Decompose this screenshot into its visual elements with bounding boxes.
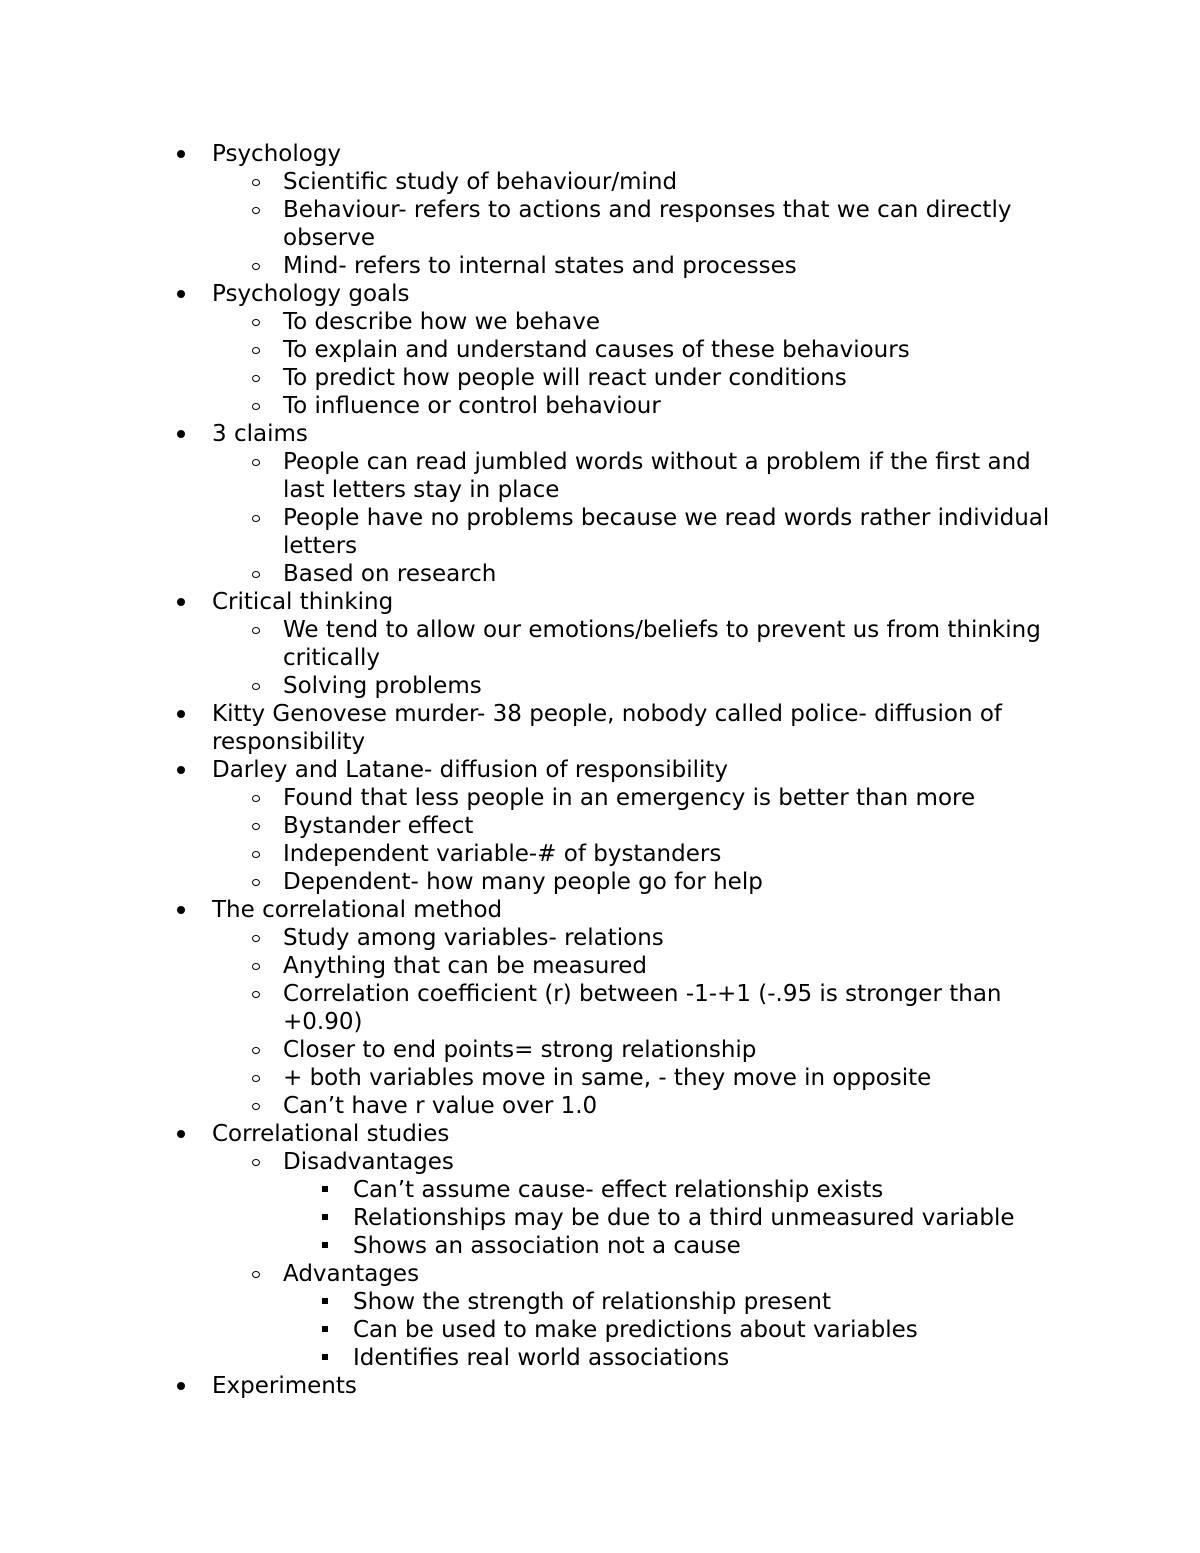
list-item-text: To predict how people will react under conditions bbox=[283, 365, 847, 391]
list-item-text: Correlation coefficient (r) between -1-+1 (-.95 is stronger than +0.90) bbox=[283, 981, 1002, 1035]
list-item bbox=[170, 1232, 1070, 1260]
list-item bbox=[170, 1036, 1070, 1064]
list-item-text: Psychology bbox=[212, 141, 342, 167]
list-item-text: + both variables move in same, - they move in opposite bbox=[283, 1065, 932, 1091]
list-item-text: Kitty Genovese murder- 38 people, nobody called police- diffusion of responsibility bbox=[212, 701, 1002, 755]
notes-list bbox=[170, 140, 1070, 1400]
list-item bbox=[170, 1092, 1070, 1120]
list-item-text: Critical thinking bbox=[212, 589, 394, 615]
list-item-text: The correlational method bbox=[212, 897, 503, 923]
list-item bbox=[170, 392, 1070, 420]
list-item-text: Disadvantages bbox=[283, 1149, 454, 1175]
list-item-text: Psychology goals bbox=[212, 281, 410, 307]
list-item bbox=[170, 616, 1070, 672]
list-item bbox=[170, 1260, 1070, 1288]
list-item-text: People can read jumbled words without a problem if the first and last letters stay in place bbox=[283, 449, 1031, 503]
list-item bbox=[170, 196, 1070, 252]
list-item-text: Closer to end points= strong relationship bbox=[283, 1037, 757, 1063]
list-item bbox=[170, 1120, 1070, 1148]
list-item-text: Independent variable-# of bystanders bbox=[283, 841, 722, 867]
list-item-text: Correlational studies bbox=[212, 1121, 450, 1147]
list-item-text: Can’t have r value over 1.0 bbox=[283, 1093, 598, 1119]
list-item-text: People have no problems because we read words rather individual letters bbox=[283, 505, 1050, 559]
list-item bbox=[170, 308, 1070, 336]
list-item-text: Can’t assume cause- effect relationship exists bbox=[353, 1177, 884, 1203]
list-item-text: To explain and understand causes of these behaviours bbox=[283, 337, 910, 363]
list-item bbox=[170, 420, 1070, 448]
list-item bbox=[170, 336, 1070, 364]
list-item bbox=[170, 952, 1070, 980]
list-item-text: To describe how we behave bbox=[283, 309, 601, 335]
list-item-text: Advantages bbox=[283, 1261, 420, 1287]
list-item-text: Bystander effect bbox=[283, 813, 474, 839]
list-item bbox=[170, 140, 1070, 168]
list-item-text: Behaviour- refers to actions and responses that we can directly observe bbox=[283, 197, 1012, 251]
list-item bbox=[170, 1288, 1070, 1316]
list-item bbox=[170, 980, 1070, 1036]
list-item bbox=[170, 1344, 1070, 1372]
list-item bbox=[170, 672, 1070, 700]
list-item-text: Anything that can be measured bbox=[283, 953, 648, 979]
list-item-text: Mind- refers to internal states and processes bbox=[283, 253, 797, 279]
list-item bbox=[170, 560, 1070, 588]
list-item-text: Shows an association not a cause bbox=[353, 1233, 741, 1259]
list-item bbox=[170, 1064, 1070, 1092]
list-item bbox=[170, 812, 1070, 840]
list-item-text: Can be used to make predictions about variables bbox=[353, 1317, 918, 1343]
list-item bbox=[170, 252, 1070, 280]
list-item bbox=[170, 1316, 1070, 1344]
list-item bbox=[170, 280, 1070, 308]
list-item bbox=[170, 756, 1070, 784]
list-item bbox=[170, 1372, 1070, 1400]
list-item bbox=[170, 168, 1070, 196]
list-item bbox=[170, 868, 1070, 896]
list-item bbox=[170, 504, 1070, 560]
list-item-text: Dependent- how many people go for help bbox=[283, 869, 763, 895]
list-item-text: Show the strength of relationship present bbox=[353, 1289, 832, 1315]
list-item bbox=[170, 924, 1070, 952]
list-item bbox=[170, 1204, 1070, 1232]
list-item bbox=[170, 1148, 1070, 1176]
list-item-text: Identifies real world associations bbox=[353, 1345, 730, 1371]
list-item-text: Relationships may be due to a third unmeasured variable bbox=[353, 1205, 1015, 1231]
list-item-text: Experiments bbox=[212, 1373, 357, 1399]
list-item-text: We tend to allow our emotions/beliefs to prevent us from thinking critically bbox=[283, 617, 1041, 671]
list-item-text: Solving problems bbox=[283, 673, 482, 699]
list-item bbox=[170, 840, 1070, 868]
list-item bbox=[170, 896, 1070, 924]
list-item-text: Scientific study of behaviour/mind bbox=[283, 169, 678, 195]
list-item-text: Study among variables- relations bbox=[283, 925, 664, 951]
list-item bbox=[170, 588, 1070, 616]
list-item-text: 3 claims bbox=[212, 421, 308, 447]
list-item bbox=[170, 784, 1070, 812]
list-item bbox=[170, 448, 1070, 504]
list-item-text: Darley and Latane- diffusion of responsibility bbox=[212, 757, 728, 783]
list-item bbox=[170, 364, 1070, 392]
list-item-text: To influence or control behaviour bbox=[283, 393, 661, 419]
list-item-text: Based on research bbox=[283, 561, 497, 587]
list-item bbox=[170, 1176, 1070, 1204]
list-item bbox=[170, 700, 1070, 756]
list-item-text: Found that less people in an emergency is better than more bbox=[283, 785, 976, 811]
